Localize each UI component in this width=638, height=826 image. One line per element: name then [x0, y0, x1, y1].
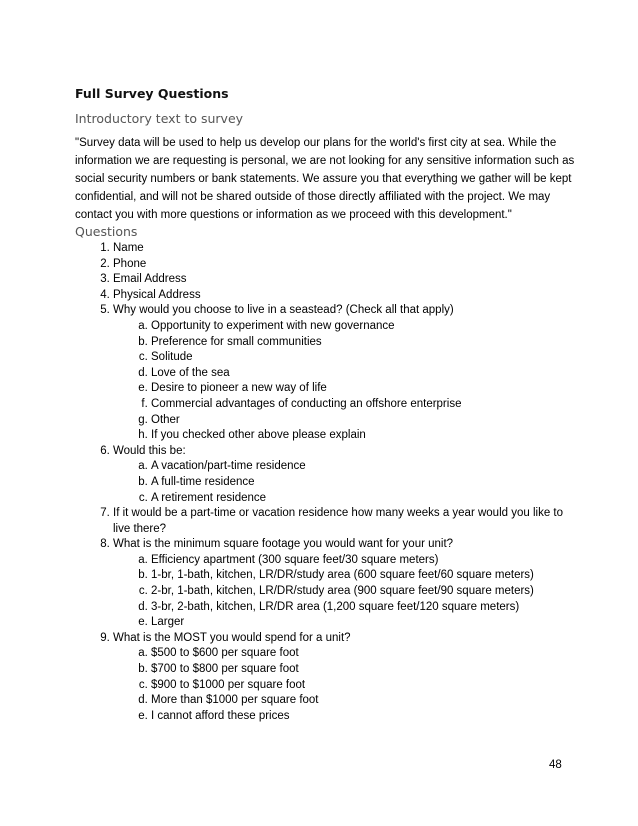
option-item: a. A vacation/part-time residence: [151, 459, 575, 475]
option-item: d. Love of the sea: [151, 366, 575, 382]
question-text: What is the MOST you would spend for a unit?: [113, 631, 351, 644]
question-item: [113, 537, 575, 631]
question-item: [113, 444, 575, 506]
question-item: [113, 506, 575, 537]
question-item: [113, 303, 575, 443]
option-item: a. $500 to $600 per square foot: [151, 646, 575, 662]
option-list: [113, 319, 575, 444]
question-item: [113, 257, 575, 273]
question-text: Phone: [113, 257, 147, 270]
question-list: [113, 241, 575, 724]
option-item: f. Commercial advantages of conducting an offshore enterprise: [151, 397, 575, 413]
option-item: b. 1-br, 1-bath, kitchen, LR/DR/study area (600 square feet/60 square meters): [151, 568, 575, 584]
question-item: [113, 631, 575, 725]
option-item: h. If you checked other above please explain: [151, 428, 575, 444]
question-text: Physical Address: [113, 288, 201, 301]
option-item: a. Opportunity to experiment with new governance: [151, 319, 575, 335]
question-text: Email Address: [113, 273, 187, 286]
question-text: Name: [113, 242, 144, 254]
option-item: b. $700 to $800 per square foot: [151, 662, 575, 678]
question-text: If it would be a part-time or vacation residence how many weeks a year would you like to live there?: [113, 507, 563, 535]
option-item: b. Preference for small communities: [151, 335, 575, 351]
option-list: [113, 553, 575, 631]
question-item: [113, 288, 575, 304]
option-item: e. Larger: [151, 615, 575, 631]
question-text: What is the minimum square footage you would want for your unit?: [113, 538, 454, 551]
option-item: a. Efficiency apartment (300 square feet/30 square meters): [151, 553, 575, 569]
option-item: g. Other: [151, 413, 575, 429]
option-item: e. I cannot afford these prices: [151, 709, 575, 725]
option-item: c. A retirement residence: [151, 491, 575, 507]
question-item: [113, 272, 575, 288]
page-title: Full Survey Questions: [75, 86, 229, 101]
question-item: [113, 241, 575, 257]
questions-heading: Questions: [75, 224, 138, 239]
question-text: Would this be:: [113, 444, 186, 457]
intro-heading: Introductory text to survey: [75, 111, 244, 126]
intro-paragraph: "Survey data will be used to help us develop our plans for the world's first city at sea. While the information we are requesting is personal, we are not looking for any sensitive information such as social security numbers or bank statements. We assure you that everything we gather will be kept confidential, and will not be shared outside of those directly affiliated with the project. We may contact you with more questions or information as we proceed with this development.": [75, 137, 575, 221]
option-item: c. 2-br, 1-bath, kitchen, LR/DR/study area (900 square feet/90 square meters): [151, 584, 575, 600]
option-item: c. $900 to $1000 per square foot: [151, 678, 575, 694]
option-item: e. Desire to pioneer a new way of life: [151, 381, 575, 397]
option-item: b. A full-time residence: [151, 475, 575, 491]
option-item: d. More than $1000 per square foot: [151, 693, 575, 709]
option-list: [113, 459, 575, 506]
option-item: c. Solitude: [151, 350, 575, 366]
option-item: d. 3-br, 2-bath, kitchen, LR/DR area (1,200 square feet/120 square meters): [151, 600, 575, 616]
question-text: Why would you choose to live in a seastead? (Check all that apply): [113, 304, 454, 317]
option-list: [113, 646, 575, 724]
page-number: 48: [549, 759, 562, 771]
